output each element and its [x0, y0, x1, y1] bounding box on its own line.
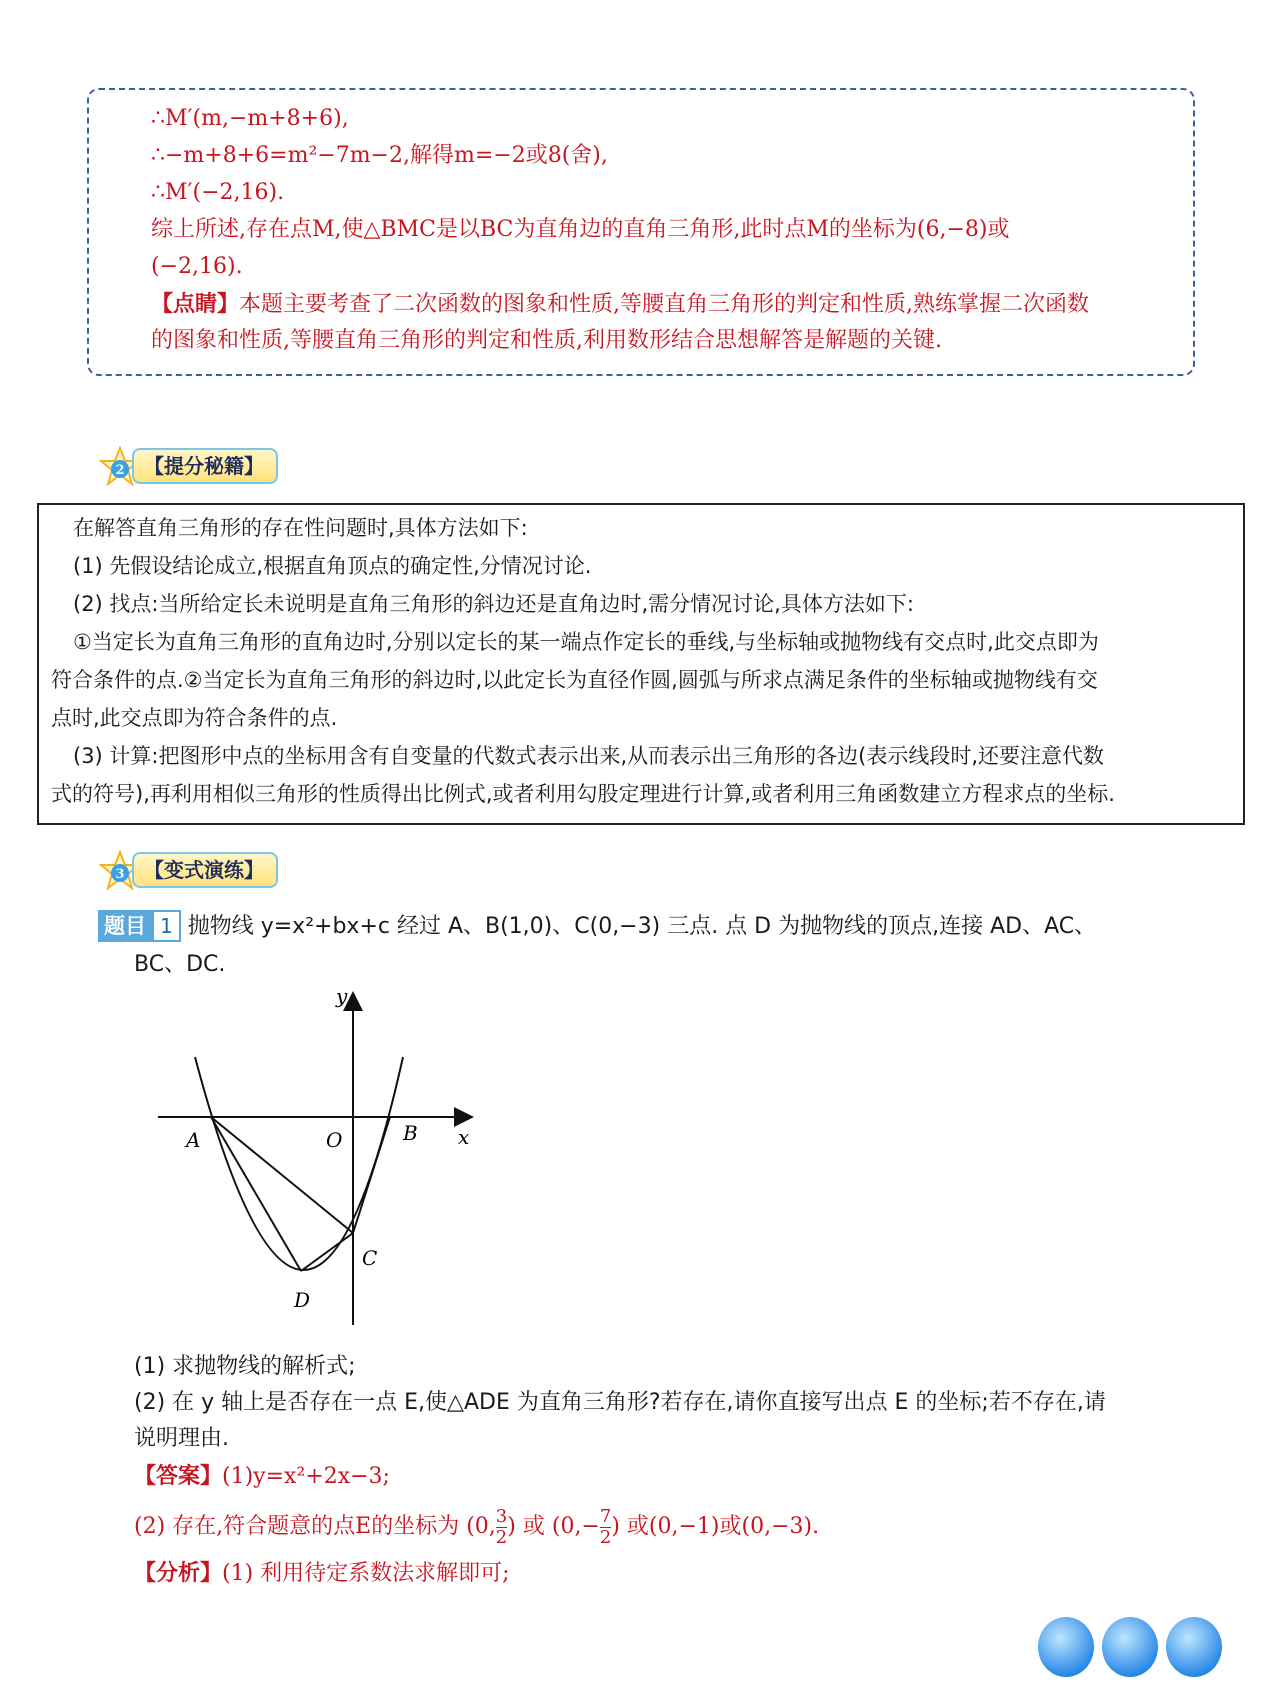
- solution-line-3: ∴M′(−2,16).: [151, 180, 285, 205]
- problem-stem-text: 抛物线 y=x²+bx+c 经过 A、B(1,0)、C(0,−3) 三点. 点 D 为抛物线的顶点,连接 AD、AC、: [187, 914, 1097, 939]
- label-A: A: [186, 1128, 201, 1152]
- question-2: (2) 在 y 轴上是否存在一点 E,使△ADE 为直角三角形?若存在,请你直接写出点 E 的坐标;若不存在,请: [134, 1390, 1106, 1415]
- problem-badge: 题目: [98, 910, 152, 942]
- question-2-cont: 说明理由.: [134, 1426, 229, 1451]
- tips-paragraph-intro: 在解答直角三角形的存在性问题时,具体方法如下:: [73, 516, 528, 540]
- answer-point-1-open: (0,: [466, 1514, 496, 1539]
- answer-tag: 【答案】: [134, 1463, 223, 1489]
- segment-DC: [301, 1233, 353, 1271]
- analysis-text: (1) 利用待定系数法求解即可;: [222, 1561, 510, 1586]
- comment-text-1: 本题主要考查了二次函数的图象和性质,等腰直角三角形的判定和性质,熟练掌握二次函数: [239, 292, 1090, 317]
- fraction-7-2: [600, 1507, 611, 1548]
- fraction-denominator: 2: [495, 1526, 508, 1548]
- section-title: 【变式演练】: [132, 852, 278, 888]
- analysis-line: [134, 1558, 510, 1589]
- fraction-3-2: [496, 1507, 507, 1548]
- tips-paragraph-3a: ①当定长为直角三角形的直角边时,分别以定长的某一端点作定长的垂线,与坐标轴或抛物线有交点时,此交点即为: [73, 630, 1099, 654]
- tips-paragraph-4b: 式的符号),再利用相似三角形的性质得出比例式,或者利用勾股定理进行计算,或者利用三角函数建立方程求点的坐标.: [51, 782, 1115, 806]
- tips-paragraph-3c: 点时,此交点即为符合条件的点.: [51, 706, 338, 730]
- label-B: B: [403, 1121, 418, 1145]
- solution-line-2: ∴−m+8+6=m²−7m−2,解得m=−2或8(舍),: [151, 143, 608, 168]
- answer-line-2: [134, 1502, 819, 1552]
- fraction-denominator: 2: [599, 1526, 612, 1548]
- answer-1: (1)y=x²+2x−3;: [222, 1464, 390, 1489]
- answer-2-prefix: (2) 存在,符合题意的点E的坐标为: [134, 1514, 460, 1539]
- label-C: C: [362, 1246, 378, 1270]
- decoration-bubble-icon: [1038, 1617, 1094, 1677]
- section-title: 【提分秘籍】: [132, 448, 278, 484]
- problem-stem: [98, 910, 1096, 942]
- parabola-curve: [195, 1057, 403, 1270]
- comment-tag: 【点睛】: [151, 291, 240, 317]
- section-header-tips: [98, 444, 358, 488]
- tips-box: [37, 503, 1245, 825]
- fraction-numerator: 7: [599, 1505, 612, 1527]
- answer-line-1: [134, 1461, 390, 1492]
- label-O: O: [326, 1128, 343, 1152]
- solution-conclusion: 综上所述,存在点M,使△BMC是以BC为直角边的直角三角形,此时点M的坐标为(6,−8)或: [151, 217, 1010, 242]
- comment-line-1: [151, 289, 1089, 320]
- analysis-tag: 【分析】: [134, 1560, 223, 1586]
- solution-line-1: ∴M′(m,−m+8+6),: [151, 106, 349, 131]
- label-x: x: [458, 1125, 470, 1149]
- answer-point-1-close: ): [507, 1514, 516, 1539]
- problem-index: 1: [152, 910, 181, 942]
- answer-point-2-open: (0,−: [551, 1514, 600, 1539]
- solution-conclusion-cont: (−2,16).: [151, 254, 243, 279]
- decoration-bubble-icon: [1166, 1617, 1222, 1677]
- question-1: (1) 求抛物线的解析式;: [134, 1354, 356, 1379]
- answer-point-2-close: ): [611, 1514, 620, 1539]
- section-number: 2: [115, 463, 125, 478]
- tips-paragraph-2: (2) 找点:当所给定长未说明是直角三角形的斜边还是直角边时,需分情况讨论,具体方法如下:: [73, 592, 914, 616]
- decoration-bubble-icon: [1102, 1617, 1158, 1677]
- problem-stem-cont: BC、DC.: [134, 952, 226, 977]
- tips-paragraph-4a: (3) 计算:把图形中点的坐标用含有自变量的代数式表示出来,从而表示出三角形的各边(表示线段时,还要注意代数: [73, 744, 1105, 768]
- segment-BC: [353, 1117, 390, 1233]
- label-D: D: [294, 1288, 311, 1312]
- segment-AD: [211, 1117, 301, 1271]
- answer-tail: 或(0,−1)或(0,−3).: [626, 1514, 820, 1539]
- section-number: 3: [115, 867, 125, 882]
- parabola-figure: [150, 985, 490, 1340]
- answer-or: 或: [522, 1514, 545, 1539]
- tips-paragraph-3b: 符合条件的点.②当定长为直角三角形的斜边时,以此定长为直径作圆,圆弧与所求点满足条件的坐标轴或抛物线有交: [51, 668, 1098, 692]
- label-y: y: [336, 985, 348, 1008]
- section-header-practice: [98, 848, 358, 892]
- fraction-numerator: 3: [495, 1505, 508, 1527]
- comment-line-2: 的图象和性质,等腰直角三角形的判定和性质,利用数形结合思想解答是解题的关键.: [151, 328, 942, 353]
- solution-box: [87, 88, 1195, 376]
- tips-paragraph-1: (1) 先假设结论成立,根据直角顶点的确定性,分情况讨论.: [73, 554, 592, 578]
